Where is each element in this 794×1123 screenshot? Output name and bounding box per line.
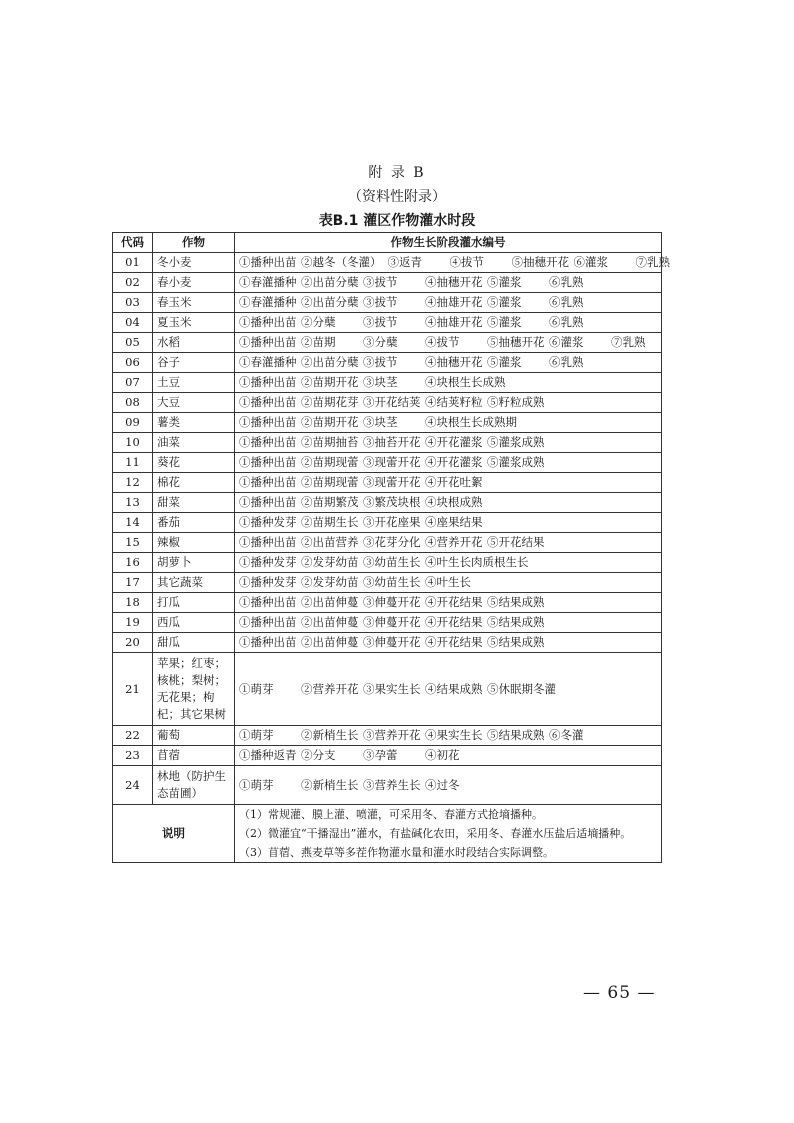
table-row — [113, 553, 662, 573]
stage-item: ⑤灌浆 — [487, 275, 522, 289]
crop-name: 夏玉米 — [153, 313, 235, 333]
stage-item: ⑤籽粒成熟 — [487, 395, 545, 409]
table-row — [113, 453, 662, 473]
stage-item: ⑤结果成熟 — [487, 595, 545, 609]
stage-item: ②苗期抽苔 — [301, 435, 359, 449]
stage-item: ①萌芽 — [239, 681, 274, 696]
crop-code: 08 — [113, 393, 153, 413]
crop-code: 13 — [113, 493, 153, 513]
stage-item: ③开花座果 — [363, 515, 421, 529]
stage-item: ④初花 — [425, 748, 460, 762]
stage-item: ②营养开花 — [301, 681, 359, 696]
stage-item: ②苗期繁茂 — [301, 495, 359, 509]
stage-item: ②苗期开花 — [301, 375, 359, 389]
stage-item: ④块根生长成熟 — [425, 375, 506, 389]
crop-code: 02 — [113, 273, 153, 293]
stage-item: ①播种发芽 — [239, 515, 297, 529]
stage-item: ②发芽幼苗 — [301, 555, 359, 569]
stage-list — [235, 493, 662, 513]
crop-name: 谷子 — [153, 353, 235, 373]
stage-item: ②苗期开花 — [301, 415, 359, 429]
stage-item: ④开花吐絮 — [425, 475, 483, 489]
stage-list — [235, 766, 662, 805]
crop-code: 01 — [113, 253, 153, 273]
crop-name: 其它蔬菜 — [153, 573, 235, 593]
stage-item: ⑤休眠期冬灌 — [487, 681, 556, 696]
stage-item: ④抽雄开花 — [425, 315, 483, 329]
notes-label: 说明 — [113, 805, 235, 863]
stage-item: ③繁茂块根 — [363, 495, 421, 509]
stage-item: ②新梢生长 — [301, 777, 359, 792]
crop-code: 14 — [113, 513, 153, 533]
stage-list — [235, 433, 662, 453]
note-item: （2）微灌宜“干播湿出”灌水，有盐碱化农田，采用冬、春灌水压盐后适墒播种。 — [239, 827, 632, 840]
stage-item: ⑤灌浆成熟 — [487, 435, 545, 449]
stage-item: ①播种发芽 — [239, 555, 297, 569]
stage-list — [235, 533, 662, 553]
stage-item: ①播种出苗 — [239, 375, 297, 389]
stage-item: ③分蘖 — [363, 335, 398, 349]
stage-item: ③幼苗生长 — [363, 555, 421, 569]
crop-name: 土豆 — [153, 373, 235, 393]
crop-name: 辣椒 — [153, 533, 235, 553]
stage-item: ⑤结果成熟 — [487, 615, 545, 629]
stage-list — [235, 313, 662, 333]
crop-code: 24 — [113, 766, 153, 805]
stage-item: ②出苗分蘖 — [301, 355, 359, 369]
stage-item: ②出苗伸蔓 — [301, 595, 359, 609]
stage-item: ④拔节 — [449, 255, 484, 269]
stage-item: ⑤灌浆 — [487, 355, 522, 369]
table-row — [113, 473, 662, 493]
stage-list — [235, 293, 662, 313]
crop-code: 03 — [113, 293, 153, 313]
table-row — [113, 333, 662, 353]
crop-code: 05 — [113, 333, 153, 353]
stage-item: ③营养生长 — [363, 777, 421, 792]
table-row — [113, 273, 662, 293]
table-row — [113, 746, 662, 766]
stage-item: ④开花灌浆 — [425, 455, 483, 469]
stage-list — [235, 253, 670, 273]
stage-item: ②分蘖 — [301, 315, 336, 329]
table-row — [113, 653, 662, 726]
crop-code: 18 — [113, 593, 153, 613]
table-row — [113, 253, 662, 273]
stage-item: ④抽穗开花 — [425, 355, 483, 369]
stage-item: ④开花灌浆 — [425, 435, 483, 449]
stage-item: ①播种出苗 — [239, 435, 297, 449]
crop-name: 甜瓜 — [153, 633, 235, 653]
stage-item: ③花芽分化 — [363, 535, 421, 549]
stage-list — [235, 726, 662, 746]
stage-item: ④座果结果 — [425, 515, 483, 529]
stage-item: ①播种出苗 — [239, 535, 297, 549]
crop-code: 06 — [113, 353, 153, 373]
stage-item: ④块根生长成熟期 — [425, 415, 517, 429]
stage-list — [235, 593, 662, 613]
stage-item: ③拔节 — [363, 355, 398, 369]
stage-item: ①播种出苗 — [239, 615, 297, 629]
crop-name: 林地（防护生态苗圃） — [153, 766, 235, 805]
stage-item: ③拔节 — [363, 315, 398, 329]
stage-item: ②苗期 — [301, 335, 336, 349]
column-header-code: 代码 — [113, 233, 153, 253]
column-header-stages: 作物生长阶段灌水编号 — [235, 233, 662, 253]
stage-item: ④结果成熟 — [425, 681, 483, 696]
stage-item: ⑥乳熟 — [549, 315, 584, 329]
table-row — [113, 633, 662, 653]
stage-item: ③营养开花 — [363, 728, 421, 742]
stage-item: ③伸蔓开花 — [363, 615, 421, 629]
crop-code: 20 — [113, 633, 153, 653]
irrigation-schedule-table — [112, 232, 670, 863]
stage-item: ⑤抽穗开花 — [511, 255, 569, 269]
table-row — [113, 593, 662, 613]
stage-item: ①播种出苗 — [239, 595, 297, 609]
stage-item: ⑤抽穗开花 — [487, 335, 545, 349]
crop-name: 大豆 — [153, 393, 235, 413]
crop-name: 春玉米 — [153, 293, 235, 313]
stage-item: ①播种出苗 — [239, 315, 297, 329]
stage-item: ④拔节 — [425, 335, 460, 349]
crop-name: 水稻 — [153, 333, 235, 353]
stage-item: ⑥冬灌 — [549, 728, 584, 742]
stage-item: ①播种出苗 — [239, 335, 297, 349]
stage-item: ⑤灌浆 — [487, 315, 522, 329]
stage-item: ⑥灌浆 — [573, 255, 608, 269]
column-header-crop: 作物 — [153, 233, 235, 253]
stage-item: ①春灌播种 — [239, 275, 297, 289]
stage-item: ④开花结果 — [425, 615, 483, 629]
stage-item: ④结荚籽粒 — [425, 395, 483, 409]
stage-item: ①萌芽 — [239, 777, 274, 792]
stage-item: ①播种出苗 — [239, 475, 297, 489]
crop-code: 07 — [113, 373, 153, 393]
crop-code: 19 — [113, 613, 153, 633]
stage-item: ⑤结果成熟 — [487, 728, 545, 742]
stage-list — [235, 453, 662, 473]
stage-item: ③幼苗生长 — [363, 575, 421, 589]
stage-item: ⑦乳熟 — [611, 335, 646, 349]
stage-item: ⑥乳熟 — [549, 295, 584, 309]
stage-list — [235, 413, 662, 433]
stage-item: ④营养开花 — [425, 535, 483, 549]
crop-name: 棉花 — [153, 473, 235, 493]
stage-item: ⑤灌浆 — [487, 295, 522, 309]
crop-name: 葵花 — [153, 453, 235, 473]
table-title: 表B.1 灌区作物灌水时段 — [318, 213, 476, 229]
crop-code: 21 — [113, 653, 153, 726]
stage-item: ①播种出苗 — [239, 455, 297, 469]
stage-item: ③拔节 — [363, 275, 398, 289]
table-row — [113, 353, 662, 373]
stage-list — [235, 353, 662, 373]
crop-code: 22 — [113, 726, 153, 746]
table-row — [113, 726, 662, 746]
stage-list — [235, 633, 662, 653]
table-row — [113, 533, 662, 553]
stage-item: ④叶生长肉质根生长 — [425, 555, 529, 569]
stage-item: ⑥乳熟 — [549, 355, 584, 369]
table-row — [113, 393, 662, 413]
stage-item: ②出苗伸蔓 — [301, 615, 359, 629]
crop-name: 打瓜 — [153, 593, 235, 613]
stage-item: ②苗期现蕾 — [301, 455, 359, 469]
stage-item: ①播种出苗 — [239, 415, 297, 429]
crop-name: 油菜 — [153, 433, 235, 453]
stage-list — [235, 473, 662, 493]
crop-code: 15 — [113, 533, 153, 553]
stage-item: ⑤开花结果 — [487, 535, 545, 549]
notes-cell — [235, 805, 662, 863]
stage-item: ③拔节 — [363, 295, 398, 309]
appendix-type: （资料性附录） — [348, 189, 446, 205]
stage-item: ③块茎 — [363, 375, 398, 389]
table-row — [113, 766, 662, 805]
appendix-heading: 附 录 B — [368, 165, 426, 181]
stage-item: ②新梢生长 — [301, 728, 359, 742]
crop-code: 04 — [113, 313, 153, 333]
table-row — [113, 293, 662, 313]
stage-item: ②苗期现蕾 — [301, 475, 359, 489]
stage-item: ⑥灌浆 — [549, 335, 584, 349]
stage-item: ①萌芽 — [239, 728, 274, 742]
stage-list — [235, 373, 662, 393]
stage-item: ③抽苔开花 — [363, 435, 421, 449]
stage-list — [235, 513, 662, 533]
stage-item: ②发芽幼苗 — [301, 575, 359, 589]
stage-item: ③开花结荚 — [363, 395, 421, 409]
crop-name: 西瓜 — [153, 613, 235, 633]
stage-item: ①播种出苗 — [239, 495, 297, 509]
stage-item: ⑤灌浆成熟 — [487, 455, 545, 469]
stage-item: ③现蕾开花 — [363, 475, 421, 489]
stage-item: ④开花结果 — [425, 595, 483, 609]
stage-list — [235, 273, 662, 293]
crop-name: 冬小麦 — [153, 253, 235, 273]
crop-code: 23 — [113, 746, 153, 766]
stage-item: ③伸蔓开花 — [363, 595, 421, 609]
stage-item: ①播种返青 — [239, 748, 297, 762]
crop-code: 16 — [113, 553, 153, 573]
stage-list — [235, 573, 662, 593]
crop-name: 苜蓿 — [153, 746, 235, 766]
stage-list — [235, 653, 662, 726]
notes-row — [113, 805, 662, 863]
table-row — [113, 613, 662, 633]
stage-item: ②苗期生长 — [301, 515, 359, 529]
stage-item: ③块茎 — [363, 415, 398, 429]
stage-item: ③孕蕾 — [363, 748, 398, 762]
stage-item: ⑦乳熟 — [635, 255, 670, 269]
stage-item: ①播种出苗 — [239, 255, 297, 269]
stage-item: ⑥乳熟 — [549, 275, 584, 289]
stage-list — [235, 333, 662, 353]
stage-item: ①播种出苗 — [239, 635, 297, 649]
stage-item: ⑤结果成熟 — [487, 635, 545, 649]
stage-list — [235, 613, 662, 633]
stage-item: ④抽雄开花 — [425, 295, 483, 309]
table-row — [113, 413, 662, 433]
crop-code: 17 — [113, 573, 153, 593]
stage-item: ②出苗分蘖 — [301, 295, 359, 309]
stage-item: ②苗期花芽 — [301, 395, 359, 409]
stage-item: ②出苗分蘖 — [301, 275, 359, 289]
stage-item: ④开花结果 — [425, 635, 483, 649]
crop-code: 11 — [113, 453, 153, 473]
stage-item: ①播种发芽 — [239, 575, 297, 589]
table-row — [113, 373, 662, 393]
stage-item: ④果实生长 — [425, 728, 483, 742]
page-number: — 65 — — [583, 983, 656, 1003]
stage-item: ②越冬（冬灌） — [301, 255, 382, 269]
table-row — [113, 313, 662, 333]
note-item: （1）常规灌、膜上灌、喷灌，可采用冬、春灌方式抢墒播种。 — [239, 808, 543, 821]
crop-name: 甜菜 — [153, 493, 235, 513]
crop-code: 12 — [113, 473, 153, 493]
note-item: （3）苜蓿、燕麦草等多茬作物灌水量和灌水时段结合实际调整。 — [239, 846, 554, 859]
stage-item: ④块根成熟 — [425, 495, 483, 509]
stage-item: ①播种出苗 — [239, 395, 297, 409]
stage-item: ④抽穗开花 — [425, 275, 483, 289]
crop-name: 番茄 — [153, 513, 235, 533]
stage-list — [235, 746, 662, 766]
stage-item: ④过冬 — [425, 777, 460, 792]
table-header-row — [113, 233, 662, 253]
crop-name: 苹果；红枣；核桃；梨树；无花果；枸杞；其它果树 — [153, 653, 235, 726]
crop-name: 薯类 — [153, 413, 235, 433]
stage-item: ②出苗营养 — [301, 535, 359, 549]
stage-item: ②出苗伸蔓 — [301, 635, 359, 649]
stage-item: ③现蕾开花 — [363, 455, 421, 469]
stage-item: ③返青 — [387, 255, 422, 269]
stage-list — [235, 553, 662, 573]
stage-item: ②分支 — [301, 748, 336, 762]
stage-item: ③伸蔓开花 — [363, 635, 421, 649]
table-row — [113, 493, 662, 513]
table-row — [113, 433, 662, 453]
crop-name: 胡萝卜 — [153, 553, 235, 573]
table-row — [113, 573, 662, 593]
stage-item: ③果实生长 — [363, 681, 421, 696]
crop-code: 09 — [113, 413, 153, 433]
stage-item: ④叶生长 — [425, 575, 471, 589]
stage-item: ①春灌播种 — [239, 295, 297, 309]
stage-item: ①春灌播种 — [239, 355, 297, 369]
table-row — [113, 513, 662, 533]
crop-name: 葡萄 — [153, 726, 235, 746]
crop-code: 10 — [113, 433, 153, 453]
stage-list — [235, 393, 662, 413]
crop-name: 春小麦 — [153, 273, 235, 293]
